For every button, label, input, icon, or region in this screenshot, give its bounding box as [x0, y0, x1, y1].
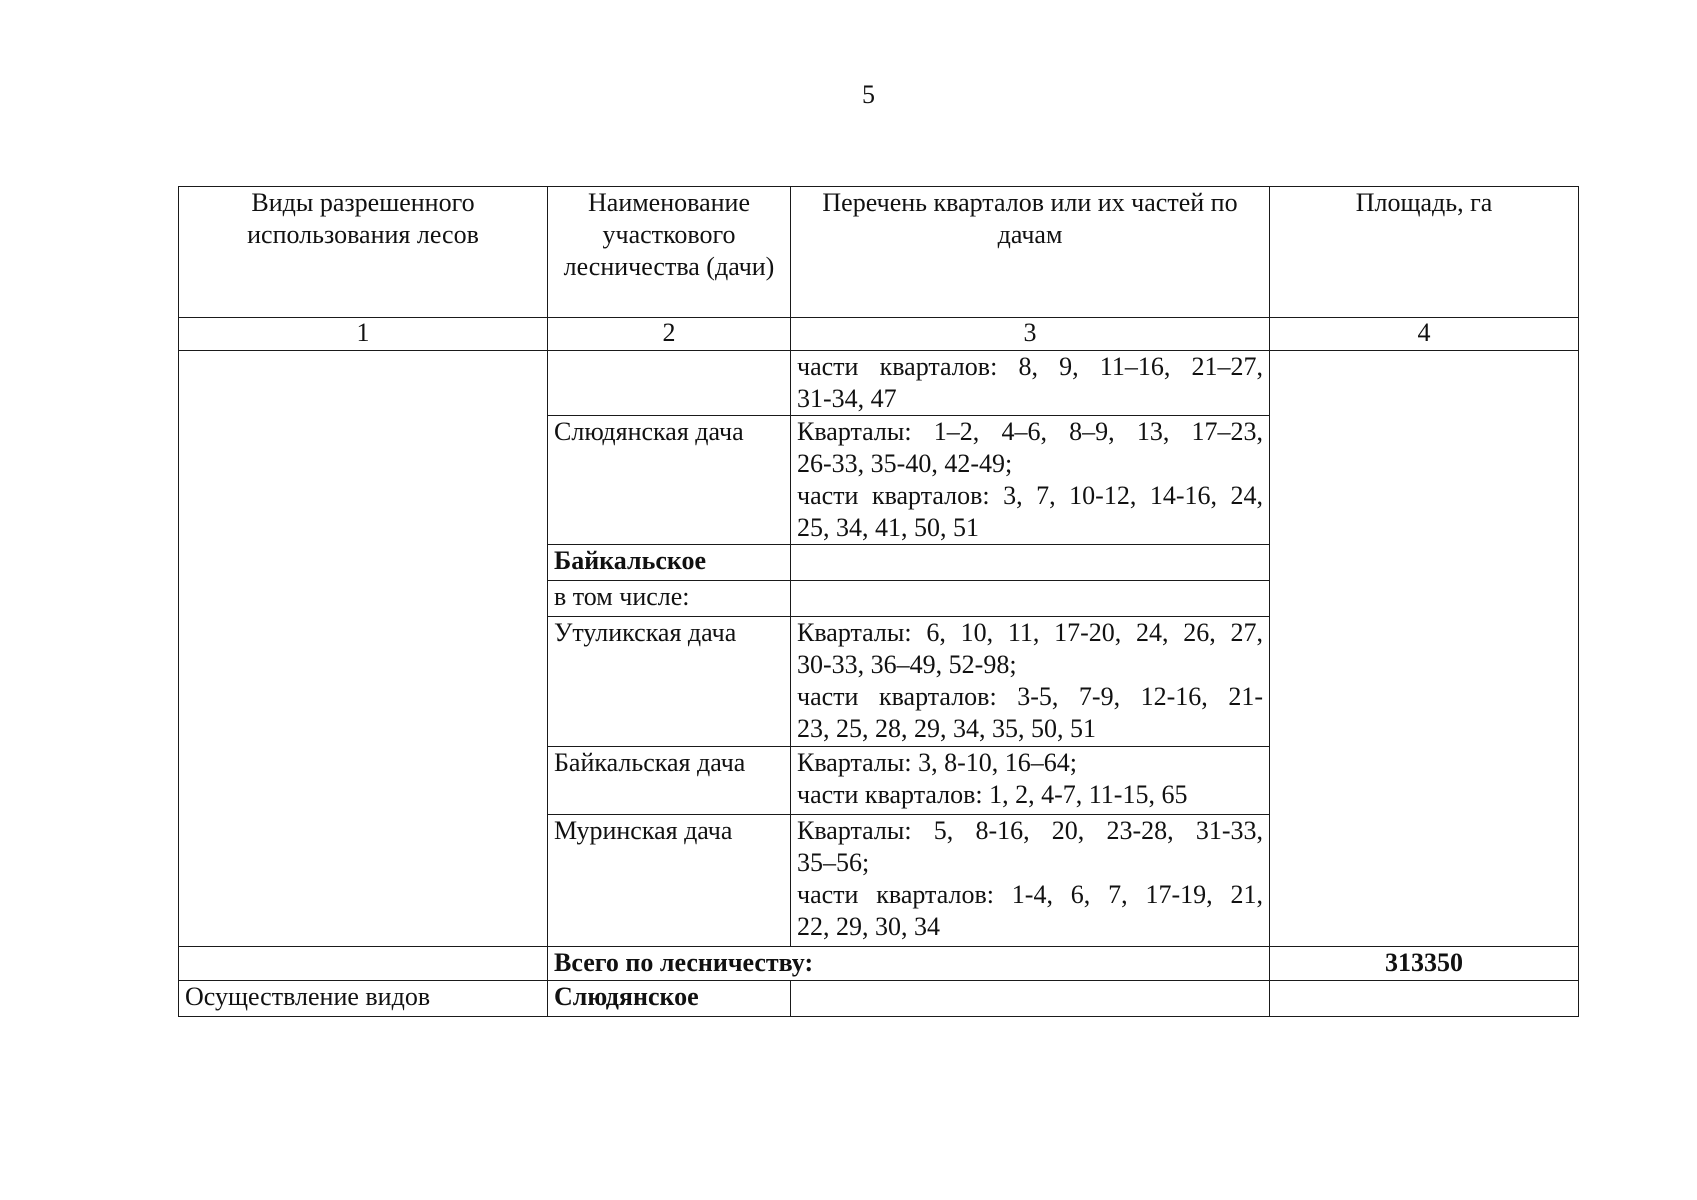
- forestry-name-cell: Слюдянская дача: [548, 416, 791, 545]
- header-quarters-list: Перечень кварталов или их частей по дачам: [791, 187, 1270, 318]
- forestry-name-cell: Слюдянское: [548, 981, 791, 1017]
- quarters-cell: [791, 617, 1270, 747]
- forestry-name-cell: Байкальское: [548, 545, 791, 581]
- forestry-name-cell: Муринская дача: [548, 815, 791, 947]
- column-number: 1: [179, 318, 548, 351]
- quarters-cell: [791, 747, 1270, 815]
- column-number: 2: [548, 318, 791, 351]
- quarters-line: Кварталы: 5, 8-16, 20, 23-28, 31-33,: [797, 816, 1263, 845]
- header-forestry-name: Наименование участкового лесничества (дачи): [548, 187, 791, 318]
- table-row: [179, 981, 1579, 1017]
- quarters-line: 35–56;: [797, 848, 870, 877]
- quarters-line: 30-33, 36–49, 52-98;: [797, 650, 1017, 679]
- quarters-line: 25, 34, 41, 50, 51: [797, 513, 979, 542]
- total-value: 313350: [1270, 947, 1579, 981]
- forestry-name-cell: в том числе:: [548, 581, 791, 617]
- area-cell-empty: [1270, 351, 1579, 947]
- quarters-cell: [791, 351, 1270, 416]
- forest-use-table: [178, 186, 1579, 1017]
- quarters-line: части кварталов: 3-5, 7-9, 12-16, 21-: [797, 682, 1263, 711]
- quarters-line: части кварталов: 8, 9, 11–16, 21–27,: [797, 352, 1263, 381]
- forestry-name-cell: [548, 351, 791, 416]
- quarters-line: части кварталов: 1-4, 6, 7, 17-19, 21,: [797, 880, 1263, 909]
- header-use-types: Виды разрешенного использования лесов: [179, 187, 548, 318]
- header-area: Площадь, га: [1270, 187, 1579, 318]
- table-row: [179, 351, 1579, 416]
- quarters-line: Кварталы: 6, 10, 11, 17-20, 24, 26, 27,: [797, 618, 1263, 647]
- quarters-line: части кварталов: 1, 2, 4-7, 11-15, 65: [797, 780, 1188, 809]
- column-number: 3: [791, 318, 1270, 351]
- forestry-name-cell: Утуликская дача: [548, 617, 791, 747]
- quarters-line: 31-34, 47: [797, 384, 897, 413]
- quarters-line: 23, 25, 28, 29, 34, 35, 50, 51: [797, 714, 1096, 743]
- quarters-line: Кварталы: 3, 8-10, 16–64;: [797, 748, 1077, 777]
- forestry-name-cell: Байкальская дача: [548, 747, 791, 815]
- quarters-cell: [791, 815, 1270, 947]
- quarters-cell: [791, 545, 1270, 581]
- table-header-row: [179, 187, 1579, 318]
- page-number: 5: [862, 80, 875, 109]
- column-number-row: [179, 318, 1579, 351]
- column-number: 4: [1270, 318, 1579, 351]
- quarters-cell: [791, 416, 1270, 545]
- quarters-line: 22, 29, 30, 34: [797, 912, 940, 941]
- quarters-cell: [791, 981, 1270, 1017]
- use-type-cell: Осуществление видов: [179, 981, 548, 1017]
- total-label: Всего по лесничеству:: [548, 947, 1270, 981]
- quarters-line: Кварталы: 1–2, 4–6, 8–9, 13, 17–23,: [797, 417, 1263, 446]
- quarters-cell: [791, 581, 1270, 617]
- area-cell: [1270, 981, 1579, 1017]
- use-type-cell-empty: [179, 947, 548, 981]
- total-row: [179, 947, 1579, 981]
- use-type-cell-empty: [179, 351, 548, 947]
- quarters-line: части кварталов: 3, 7, 10-12, 14-16, 24,: [797, 481, 1263, 510]
- quarters-line: 26-33, 35-40, 42-49;: [797, 449, 1013, 478]
